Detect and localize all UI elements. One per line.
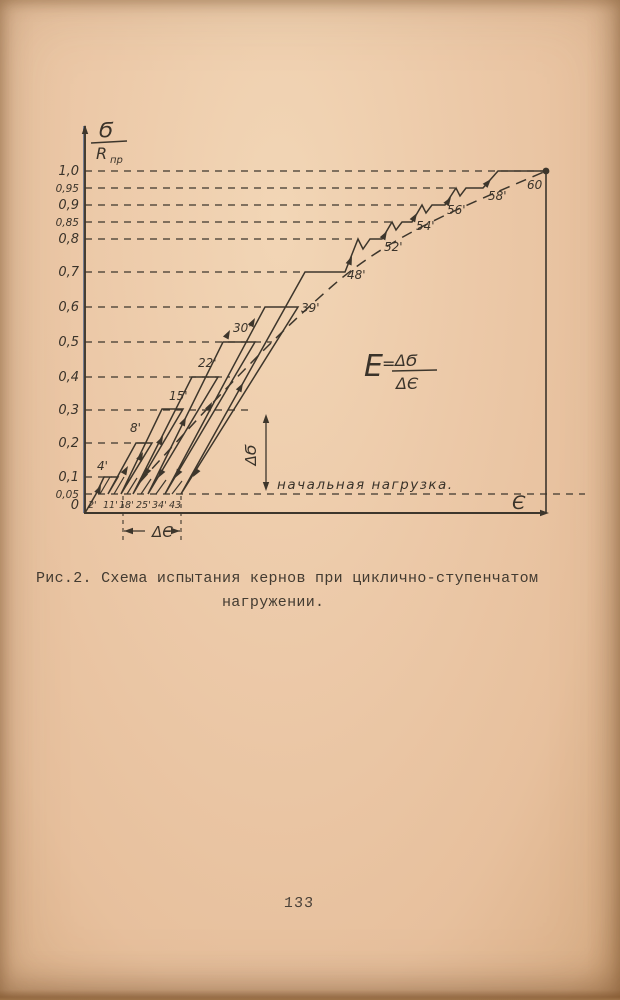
formula-E: E [364, 349, 383, 384]
y-tick-label-1,0: 1,0 [58, 164, 79, 179]
peak-label-39': 39' [301, 301, 320, 315]
branch-arrowhead-6 [223, 328, 233, 339]
y-tick-label-0: 0 [70, 498, 79, 513]
y-tick-label-0,4: 0,4 [58, 370, 79, 385]
y-tick-label-0,5: 0,5 [58, 335, 79, 350]
formula-numerator: ΔϬ [395, 351, 418, 370]
y-tick-label-0,6: 0,6 [58, 300, 79, 315]
peak-label-56': 56' [447, 203, 466, 217]
hatch-line-5 [172, 481, 182, 494]
time-label-18': 18' [119, 500, 134, 511]
y-tick-label-0,3: 0,3 [58, 403, 79, 418]
time-label-11': 11' [103, 500, 118, 511]
formula-equals: = [382, 354, 396, 373]
figure-caption-line-2: нагружении. [222, 594, 325, 611]
y-axis-title-numerator: Ϭ [99, 118, 113, 142]
initial-load-label: начальная нагрузка. [277, 477, 454, 493]
peak-label-54': 54' [416, 219, 435, 233]
peak-label-60: 60 [527, 178, 543, 192]
branch-arrowhead-0 [121, 464, 131, 475]
y-tick-label-0,95: 0,95 [55, 183, 79, 195]
peak-label-15': 15' [169, 389, 188, 403]
delta-sigma-arrow-down [263, 482, 269, 491]
peak-label-48': 48' [347, 268, 366, 282]
y-tick-label-0,9: 0,9 [58, 198, 79, 213]
peak-label-8': 8' [130, 421, 141, 435]
page-bottom-edge-shadow [0, 990, 620, 1000]
y-tick-label-0,2: 0,2 [58, 436, 79, 451]
delta-sigma-arrow-up [263, 414, 269, 423]
branch-arrowhead-3 [179, 416, 189, 427]
time-label-2': 2' [88, 500, 97, 511]
delta-eps-arrow-left [124, 528, 133, 534]
figure-caption-line-1: Рис.2. Схема испытания кернов при циклично-ступенчатом [36, 570, 539, 587]
time-label-43: 43 [169, 500, 182, 511]
time-label-25': 25' [136, 500, 151, 511]
y-tick-label-0,05: 0,05 [55, 489, 79, 501]
peak-label-4': 4' [97, 459, 108, 473]
failure-point-dot [543, 168, 550, 175]
envelope-curve-dashed [140, 171, 546, 482]
hatch-line-0 [100, 477, 110, 494]
delta-eps-label: ΔЄ [152, 523, 173, 541]
y-tick-label-0,8: 0,8 [58, 232, 79, 247]
y-axis-arrowhead [82, 125, 88, 134]
x-axis-title: Є [512, 492, 526, 514]
y-tick-label-0,1: 0,1 [58, 470, 79, 485]
x-axis-arrowhead [540, 510, 549, 516]
peak-label-52': 52' [384, 240, 403, 254]
y-axis-title-denominator: R [96, 144, 108, 163]
formula-denominator: ΔЄ [396, 374, 419, 393]
peak-label-22': 22' [198, 356, 217, 370]
delta-sigma-label: ΔϬ [242, 444, 260, 466]
branch-arrowhead-9 [346, 255, 355, 266]
formula-fraction-bar [392, 370, 437, 371]
branch-arrowhead-5 [236, 381, 246, 392]
y-axis-title-fraction-bar [91, 141, 127, 143]
page-number: 133 [283, 895, 315, 912]
y-tick-label-0,85: 0,85 [55, 217, 79, 229]
hatch-line-4 [156, 480, 166, 494]
y-axis-title-denominator-subscript: пр [110, 155, 123, 166]
time-label-34': 34' [152, 500, 167, 511]
y-tick-label-0,7: 0,7 [58, 265, 79, 280]
peak-label-30': 30' [233, 321, 252, 335]
peak-label-58': 58' [488, 189, 507, 203]
